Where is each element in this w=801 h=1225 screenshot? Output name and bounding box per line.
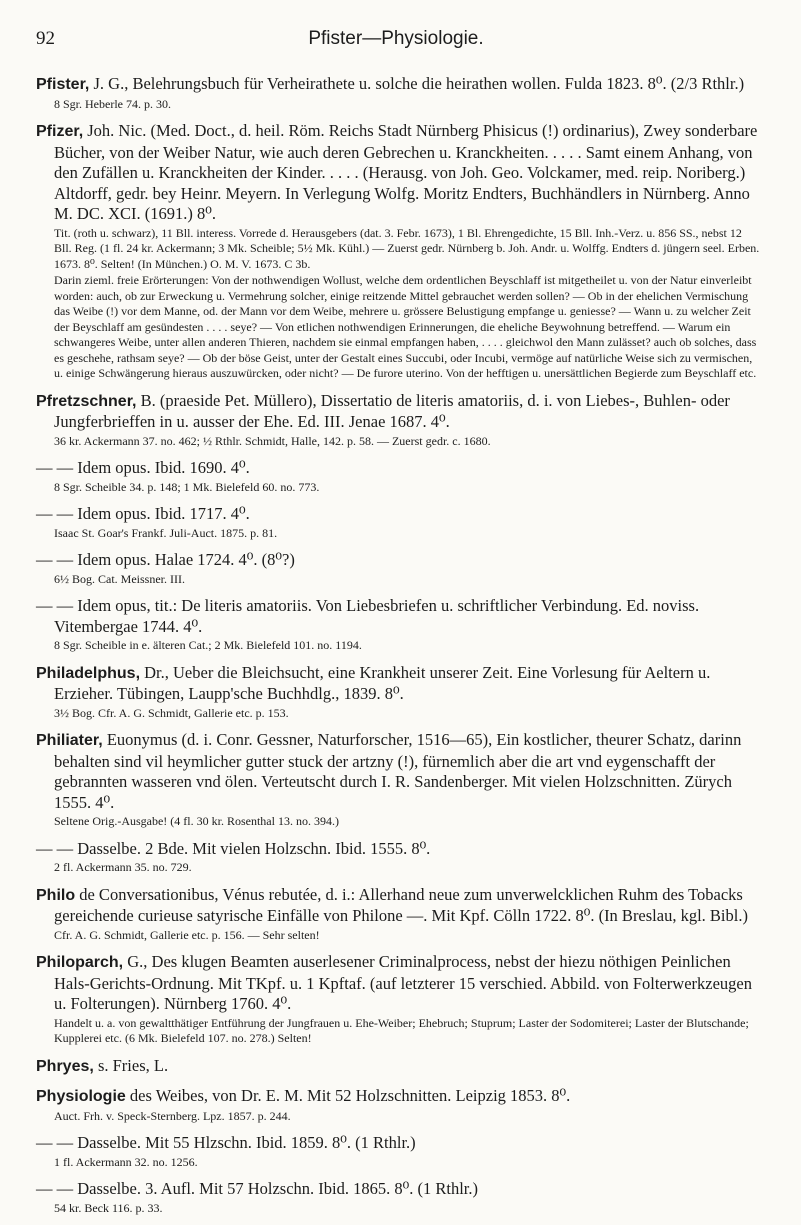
entry-main-text (36, 885, 760, 927)
bibliography-entry (36, 74, 760, 112)
entry-headword: Philadelphus, (36, 664, 141, 682)
bibliography-entry (36, 596, 760, 654)
bibliography-entry (36, 458, 760, 495)
bibliography-entry (36, 663, 760, 722)
entry-description: Dr., Ueber die Bleichsucht, eine Krankheit unserer Zeit. Eine Vorlesung für Aeltern u. Erzieher. Tübingen, Laupp'sche Buchhdlg., 1839. 8⁰. (54, 662, 711, 703)
running-title: Pfister—Physiologie. (308, 28, 484, 49)
entry-note: Isaac St. Goar's Frankf. Juli-Auct. 1875. p. 81. (54, 525, 278, 540)
entry-description: des Weibes, von Dr. E. M. Mit 52 Holzschnitten. Leipzig 1853. 8⁰. (125, 1086, 571, 1105)
entry-description: — — Idem opus, tit.: De literis amatoriis. Von Liebesbriefen u. schriftlicher Verbindung. Ed. noviss. Vitembergae 1744. 4⁰. (36, 596, 700, 636)
entry-main-text (36, 839, 760, 860)
entry-main-text (36, 1133, 760, 1154)
entry-description: — — Idem opus. Halae 1724. 4⁰. (8⁰?) (36, 550, 295, 569)
entry-note: Tit. (roth u. schwarz), 11 Bll. interess. Vorrede d. Herausgebers (dat. 3. Febr. 1673), 1 Bl. Ehrengedichte, 15 Bll. Inh.-Verz. u. 856 SS., nebst 12 Bll. Reg. (1 fl. 24 kr. Ackermann; 3 Mk. Scheible; 5½ Mk. Kühl.) — Zuerst gedr. Nürnberg b. Joh. Andr. u. Wolffg. Endters d. jüngern seel. Erben. 1673. 8⁰. Selten! (In München.) O. M. V. 1673. C 3b. (54, 225, 760, 271)
bibliography-entry (36, 839, 760, 876)
entry-note: Darin zieml. freie Erörterungen: Von der nothwendigen Wollust, welche dem ordentlichen Beyschlaff ist mitgetheilet u. von der Natur einverleibt worden: auch, ob zur Erweckung u. Vermehrung solcher, einige reitzende Mittel gebrauchet werden sollen? — Ob in der ehelichen Vermischung das Weibe (!) vor dem Manne, od. der Mann vor dem Weibe, mehrere u. grössere Belustigung empfange u. geniesse? — Wann u. zu welcher Zeit der Beyschlaff am gesündesten . . . . seye? — Von etlichen nothwendigen Erinnerungen, die eheliche Beywohnung betreffend. — Warum ein schwangeres Weibe, unter allen anderen Thieren, nachdem sie einmal empfangen haben, . . . . gleichwol den Mann zulässet? auch ob solches, dass es geschehe, rathsam seye? — Ob der böse Geist, unter der Gestalt eines Succubi, oder Incubi, vermöge auf natürliche Weise sich zu vermischen, u. einige Schwängerung hieraus auszuwürcken, oder nicht? — De furore uterino. Von der hefftigen u. unersättlichen Begierde zum Beyschlaff etc. (54, 273, 757, 380)
entry-note: 54 kr. Beck 116. p. 33. (54, 1200, 163, 1215)
bibliography-entry (36, 550, 760, 587)
bibliography-entry (36, 504, 760, 541)
entry-note: 2 fl. Ackermann 35. no. 729. (54, 860, 192, 874)
entry-note: Handelt u. a. von gewaltthätiger Entführung der Jungfrauen u. Ehe-Weiber; Ehebruch; Stuprum; Laster der Sodomiterei; Laster der Blutschande; Kupplerei etc. (6 Mk. Bielefeld 107. no. 278.) Selten! (54, 1015, 749, 1045)
entry-main-text (36, 596, 760, 637)
bibliography-entry (36, 1179, 760, 1216)
entry-headword: Philoparch, (36, 954, 124, 971)
entry-description: G., Des klugen Beamten auserlesener Criminalprocess, nebst der hiezu nöthigen Peinlichen Hals-Gerichts-Ordnung. Mit TKpf. u. 1 Kpftaf. (auf letzterer 15 verschied. Abbild. von Folterwerkzeugen u. Folterungen). Nürnberg 1760. 4⁰. (54, 952, 752, 1013)
entry-headword: Pfizer, (36, 123, 84, 140)
page-number: 92 (36, 28, 55, 49)
bibliography-entries (36, 74, 760, 1225)
bibliography-entry (36, 1086, 760, 1124)
entry-note: 6½ Bog. Cat. Meissner. III. (54, 571, 185, 586)
bibliography-entry (36, 121, 760, 382)
entry-description: B. (praeside Pet. Müllero), Dissertatio de literis amatoriis, d. i. von Liebes-, Buhlen- oder Jungferbrieffen in u. ausser der Ehe. Ed. III. Jenae 1687. 4⁰. (54, 390, 730, 431)
entry-main-text (36, 1086, 760, 1108)
entry-note: Seltene Orig.-Ausgabe! (4 fl. 30 kr. Rosenthal 13. no. 394.) (54, 814, 339, 828)
entry-note: Auct. Frh. v. Speck-Sternberg. Lpz. 1857. p. 244. (54, 1108, 291, 1123)
entry-description: — — Dasselbe. Mit 55 Hlzschn. Ibid. 1859. 8⁰. (1 Rthlr.) (36, 1133, 416, 1152)
entry-headword: Pfretzschner, (36, 392, 137, 410)
entry-main-text (36, 391, 760, 433)
entry-main-text (36, 550, 760, 571)
entry-description: s. Fries, L. (93, 1055, 169, 1075)
entry-note: 8 Sgr. Heberle 74. p. 30. (54, 96, 171, 111)
entry-note: 1 fl. Ackermann 32. no. 1256. (54, 1154, 198, 1169)
bibliography-entry (36, 391, 760, 450)
entry-main-text (36, 74, 760, 96)
entry-headword: Pfister, (36, 76, 90, 93)
entry-main-text (36, 730, 760, 813)
bibliography-entry (36, 730, 760, 830)
entry-note: 8 Sgr. Scheible 34. p. 148; 1 Mk. Bielefeld 60. no. 773. (54, 479, 320, 494)
entry-headword: Phryes, (36, 1057, 94, 1075)
entry-main-text (36, 1056, 760, 1078)
entry-note: Cfr. A. G. Schmidt, Gallerie etc. p. 156. — Sehr selten! (54, 927, 320, 942)
bibliography-entry (36, 885, 760, 944)
entry-description: de Conversationibus, Vénus rebutée, d. i.: Allerhand neue zum unverwelcklichen Ruhm des Tobacks gereichende curieuse satyrische Einfälle von Philone —. Mit Kpf. Cölln 1722. 8⁰. (In Breslau, kgl. Bibl.) (54, 884, 748, 925)
entry-main-text (36, 1179, 760, 1200)
entry-description: J. G., Belehrungsbuch für Verheirathete u. solche die heirathen wollen. Fulda 1823. 8⁰. (2/3 Rthlr.) (89, 74, 745, 93)
entry-main-text (36, 121, 760, 225)
entry-note: 36 kr. Ackermann 37. no. 462; ½ Rthlr. Schmidt, Halle, 142. p. 58. — Zuerst gedr. c. 1680. (54, 433, 491, 448)
entry-headword: Physiologie (36, 1088, 126, 1105)
bibliography-entry (36, 1133, 760, 1170)
entry-description: Euonymus (d. i. Conr. Gessner, Naturforscher, 1516—65), Ein kostlicher, theurer Schatz, darinn behalten sind vil heymlicher gutter stuck der artzny (!), fürnemlich aber die art vnd eygenschafft der gebrannten wasseren vnd ölen. Verteutscht durch I. R. Sandenberger. Mit vielen Holzschnitten. Zürych 1555. 4⁰. (54, 730, 742, 812)
entry-description: — — Dasselbe. 3. Aufl. Mit 57 Holzschn. Ibid. 1865. 8⁰. (1 Rthlr.) (36, 1179, 478, 1198)
entry-description: — — Idem opus. Ibid. 1717. 4⁰. (36, 504, 250, 523)
entry-note: 3½ Bog. Cfr. A. G. Schmidt, Gallerie etc. p. 153. (54, 705, 289, 720)
bibliography-entry (36, 952, 760, 1047)
entry-description: Joh. Nic. (Med. Doct., d. heil. Röm. Reichs Stadt Nürnberg Phisicus (!) ordinarius), Zwey sonderbare Bücher, von der Weiber Natur, wie auch deren Gebrechen u. Kranckheiten. . . . . Samt einem Anhang, von den Zufällen u. Kranckheiten der Kinder. . . . . (Herausg. von Joh. Geo. Volckamer, med. reip. Noriberg.) Altdorff, gedr. bey Heinr. Meyern. In Verlegung Wolfg. Moritz Endters, Buchhändlers in Nürnberg. Anno M. DC. XCI. (1691.) 8⁰. (54, 121, 758, 223)
entry-main-text (36, 458, 760, 479)
entry-main-text (36, 504, 760, 525)
entry-note: 8 Sgr. Scheible in e. älteren Cat.; 2 Mk. Bielefeld 101. no. 1194. (54, 638, 362, 652)
bibliography-entry (36, 1056, 760, 1078)
entry-description: — — Idem opus. Ibid. 1690. 4⁰. (36, 458, 250, 477)
entry-main-text (36, 952, 760, 1015)
entry-headword: Philiater, (36, 732, 103, 749)
entry-description: — — Dasselbe. 2 Bde. Mit vielen Holzschn. Ibid. 1555. 8⁰. (36, 838, 431, 858)
entry-main-text (36, 663, 760, 705)
entry-headword: Philo (36, 886, 76, 904)
page-header (36, 28, 756, 54)
